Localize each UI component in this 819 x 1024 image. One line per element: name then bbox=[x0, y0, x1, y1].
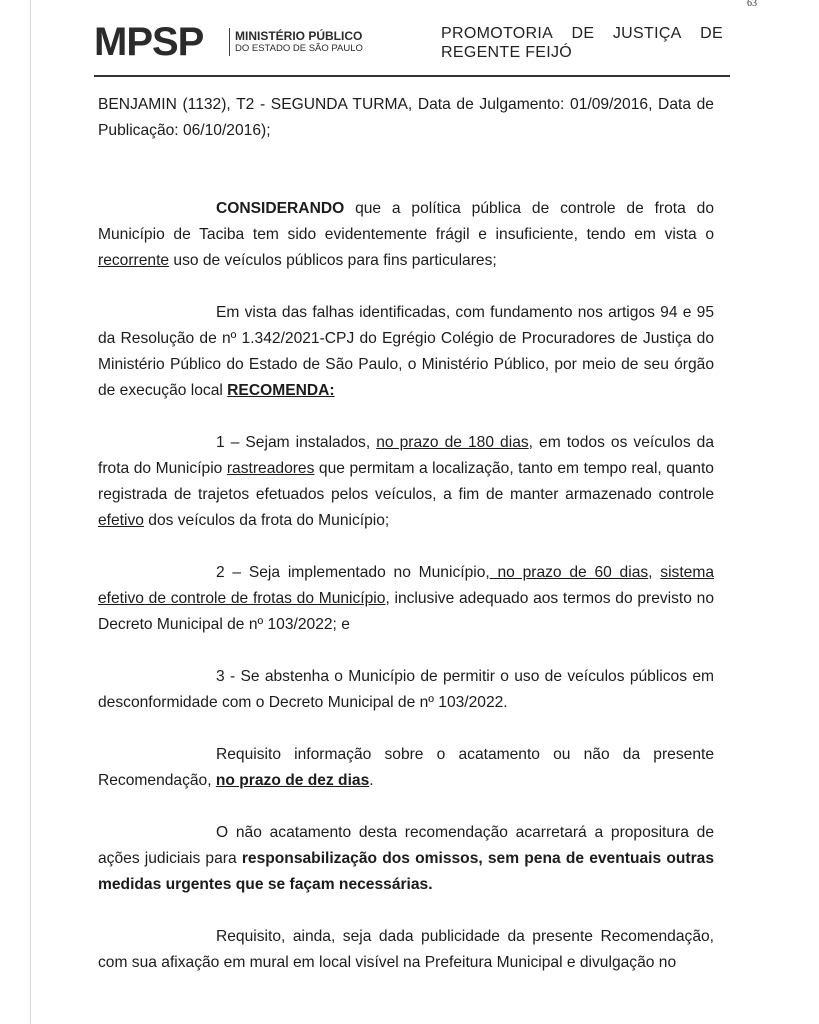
paragraph-fundamento bbox=[98, 300, 714, 404]
page-edge bbox=[30, 0, 31, 1024]
promotoria-word-4: DE bbox=[700, 25, 723, 42]
bold-text: responsabilização dos omissos, sem pena de eventuais outras medidas urgentes que se façam necessárias. bbox=[98, 850, 714, 893]
paragraph-publicidade: Requisito, ainda, seja dada publicidade da presente Recomendação, com sua afixação em mural em local visível na Prefeitura Municipal e divulgação no bbox=[98, 928, 714, 971]
text-run: uso de veículos públicos para fins particulares; bbox=[169, 252, 497, 269]
paragraph-nao-acatamento bbox=[98, 820, 714, 898]
considerando-label: CONSIDERANDO bbox=[216, 200, 345, 217]
text-run: 1 – Sejam instalados, bbox=[216, 434, 377, 451]
paragraph-item-1 bbox=[98, 430, 714, 534]
org-name bbox=[235, 30, 363, 55]
promotoria-word-2: DE bbox=[571, 25, 595, 42]
recomenda-label: RECOMENDA: bbox=[227, 382, 335, 399]
paragraph-item-3: 3 - Se abstenha o Município de permitir o uso de veículos públicos em desconformidade com o Decreto Municipal de nº 103/2022. bbox=[98, 668, 714, 711]
promotoria-word-3: JUSTIÇA bbox=[612, 25, 682, 42]
text-run: , inclusive adequado aos termos do previsto no Decreto Municipal de nº 103/2022; e bbox=[98, 590, 714, 633]
text-run: O não acatamento desta recomendação acarretará a propositura de ações judiciais para bbox=[98, 824, 714, 867]
text-run: que permitam a localização, tanto em tempo real, quanto registrada de trajetos efetuados pelos veículos, a fim de manter armazenado controle bbox=[98, 460, 714, 503]
underlined-text: recorrente bbox=[98, 252, 170, 269]
underlined-text: , no prazo de 60 dias bbox=[485, 564, 649, 581]
paragraph-citation: BENJAMIN (1132), T2 - SEGUNDA TURMA, Data de Julgamento: 01/09/2016, Data de Publicação: 06/10/2016); bbox=[98, 96, 714, 139]
text-run: dos veículos da frota do Município; bbox=[143, 512, 390, 529]
org-line2: DO ESTADO DE SÃO PAULO bbox=[235, 43, 363, 54]
text-run: que a política pública de controle de frota do Município de Taciba tem sido evidentemente frágil e insuficiente, tendo em vista o bbox=[98, 200, 714, 243]
promotoria-title bbox=[441, 24, 723, 62]
text-run: Requisito informação sobre o acatamento ou não da presente Recomendação, bbox=[98, 746, 714, 789]
text-run: , em todos os veículos da frota do Município bbox=[98, 434, 714, 477]
page-number: 63 bbox=[747, 0, 757, 9]
text-run: . bbox=[369, 772, 374, 789]
promotoria-line-2: REGENTE FEIJÓ bbox=[441, 44, 573, 61]
paragraph-requisito-informacao bbox=[98, 742, 714, 794]
text-run: , bbox=[648, 564, 661, 581]
header-rule bbox=[94, 75, 730, 77]
underlined-text: sistema efetivo de controle de frotas do Município bbox=[98, 564, 714, 607]
underlined-text: rastreadores bbox=[226, 460, 315, 477]
deadline-text: no prazo de dez dias bbox=[215, 772, 370, 789]
logo-divider bbox=[229, 28, 230, 56]
document-header bbox=[94, 22, 730, 78]
org-line1: MINISTÉRIO PÚBLICO bbox=[235, 29, 363, 43]
text-run: Em vista das falhas identificadas, com fundamento nos artigos 94 e 95 da Resolução de nº 1.342/2021-CPJ do Egrégio Colégio de Procuradores de Justiça do Ministério Público do Estado de São Paulo, o Ministério Público, por meio de seu órgão de execução local bbox=[98, 304, 714, 399]
text-run: 2 – Seja implementado no Município bbox=[216, 564, 486, 581]
underlined-text: efetivo bbox=[98, 512, 144, 529]
document-body bbox=[98, 92, 714, 976]
paragraph-item-2 bbox=[98, 560, 714, 638]
mpsp-logo: MPSP bbox=[94, 20, 204, 64]
promotoria-word-1: PROMOTORIA bbox=[441, 25, 554, 42]
paragraph-considerando bbox=[98, 196, 714, 274]
underlined-text: no prazo de 180 dias bbox=[376, 434, 529, 451]
